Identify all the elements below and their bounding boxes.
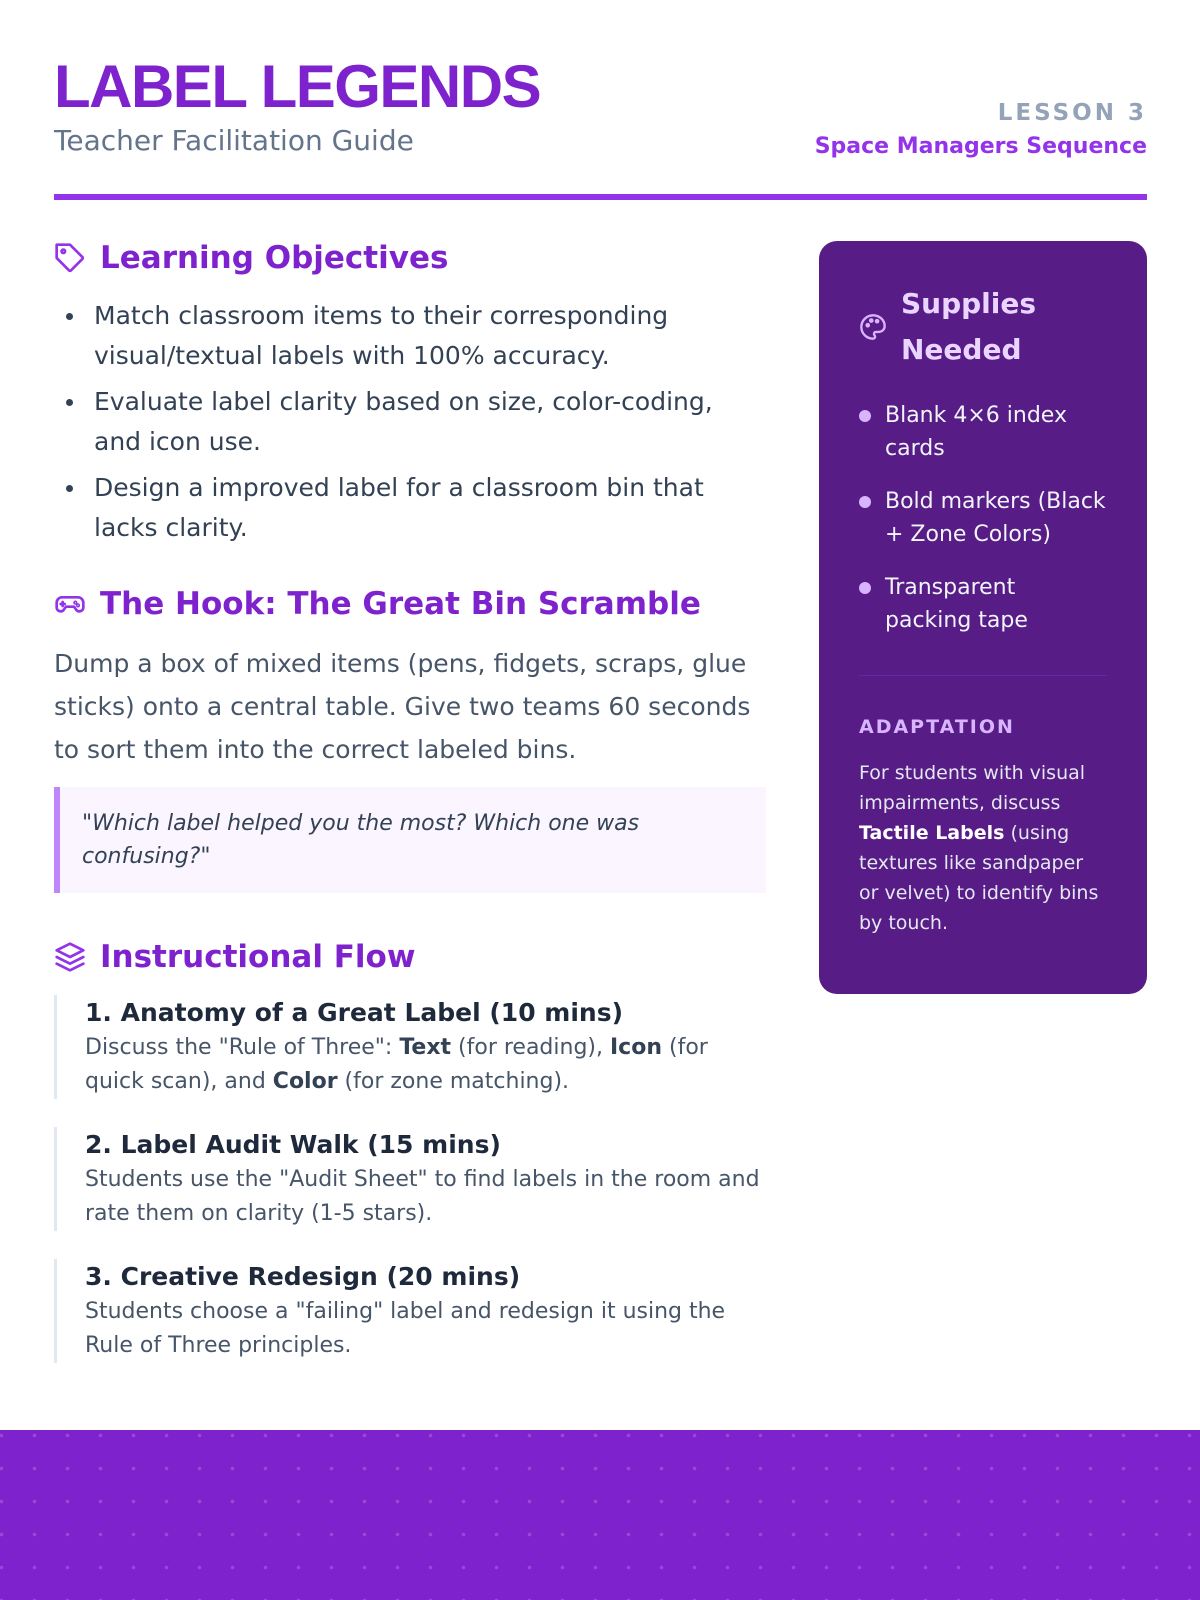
gamepad-icon: [54, 588, 86, 620]
hook-title: The Hook: The Great Bin Scramble: [100, 586, 701, 622]
flow-title: Instructional Flow: [100, 939, 416, 975]
lesson-info: [815, 100, 1147, 159]
discussion-quote: "Which label helped you the most? Which one was confusing?": [54, 787, 766, 893]
flow-section: [54, 939, 766, 1363]
step-description: [85, 1031, 766, 1099]
supply-item: Bold markers (Black + Zone Colors): [859, 485, 1107, 551]
page-title: LABEL LEGENDS: [54, 53, 541, 120]
objective-item: Design a improved label for a classroom bin that lacks clarity.: [54, 468, 766, 548]
step-title: 2. Label Audit Walk (15 mins): [85, 1130, 501, 1159]
flow-step: [54, 995, 766, 1099]
supply-item: Transparent packing tape: [859, 571, 1107, 637]
page-subtitle: Teacher Facilitation Guide: [54, 124, 414, 157]
lesson-number: LESSON 3: [997, 100, 1147, 126]
step-title: 1. Anatomy of a Great Label (10 mins): [85, 998, 624, 1027]
step-emphasis: Color: [272, 1069, 338, 1094]
supplies-heading: [859, 281, 1107, 373]
hook-heading: [54, 586, 766, 622]
adaptation-text-part: (using textures like sandpaper or velvet) to identify bins by touch.: [859, 822, 1099, 934]
step-emphasis: Text: [399, 1035, 452, 1060]
page-header: [54, 52, 1147, 200]
page-footer: [0, 1430, 1200, 1600]
flow-heading: [54, 939, 766, 975]
step-text: Discuss the "Rule of Three":: [85, 1035, 400, 1060]
step-text: (for reading),: [451, 1035, 610, 1060]
objectives-title: Learning Objectives: [100, 240, 449, 276]
adaptation-label: ADAPTATION: [859, 716, 1015, 738]
step-text: (for zone matching).: [337, 1069, 570, 1094]
sidebar-divider: [859, 675, 1107, 676]
supplies-title: Supplies Needed: [901, 287, 1037, 366]
objective-item: Evaluate label clarity based on size, color-coding, and icon use.: [54, 382, 766, 462]
main-content: [54, 240, 766, 1391]
supplies-list: [859, 399, 1107, 637]
step-description: Students use the "Audit Sheet" to find labels in the room and rate them on clarity (1-5 stars).: [85, 1167, 760, 1226]
adaptation-text: [859, 758, 1107, 938]
flow-step: [54, 1127, 766, 1231]
adaptation-text-part: For students with visual impairments, discuss: [859, 762, 1086, 814]
flow-step: [54, 1259, 766, 1363]
supplies-sidebar: [819, 241, 1147, 994]
supply-item: Blank 4×6 index cards: [859, 399, 1107, 465]
objectives-list: [54, 296, 766, 548]
objectives-heading: [54, 240, 766, 276]
step-emphasis: Icon: [609, 1035, 662, 1060]
step-title: 3. Creative Redesign (20 mins): [85, 1262, 521, 1291]
hook-section: [54, 586, 766, 893]
hook-description: Dump a box of mixed items (pens, fidgets, scraps, glue sticks) onto a central table. Give two teams 60 seconds to sort them into the correct labeled bins.: [54, 649, 751, 764]
adaptation-emphasis: Tactile Labels: [859, 822, 1005, 844]
palette-icon: [859, 313, 887, 341]
lesson-sequence: Space Managers Sequence: [814, 134, 1147, 159]
objective-item: Match classroom items to their corresponding visual/textual labels with 100% accuracy.: [54, 296, 766, 376]
step-text: (for quick scan), and: [85, 1035, 708, 1094]
objectives-section: [54, 240, 766, 548]
layers-icon: [54, 941, 86, 973]
tag-icon: [54, 242, 86, 274]
step-description: Students choose a "failing" label and redesign it using the Rule of Three principles.: [85, 1299, 726, 1358]
